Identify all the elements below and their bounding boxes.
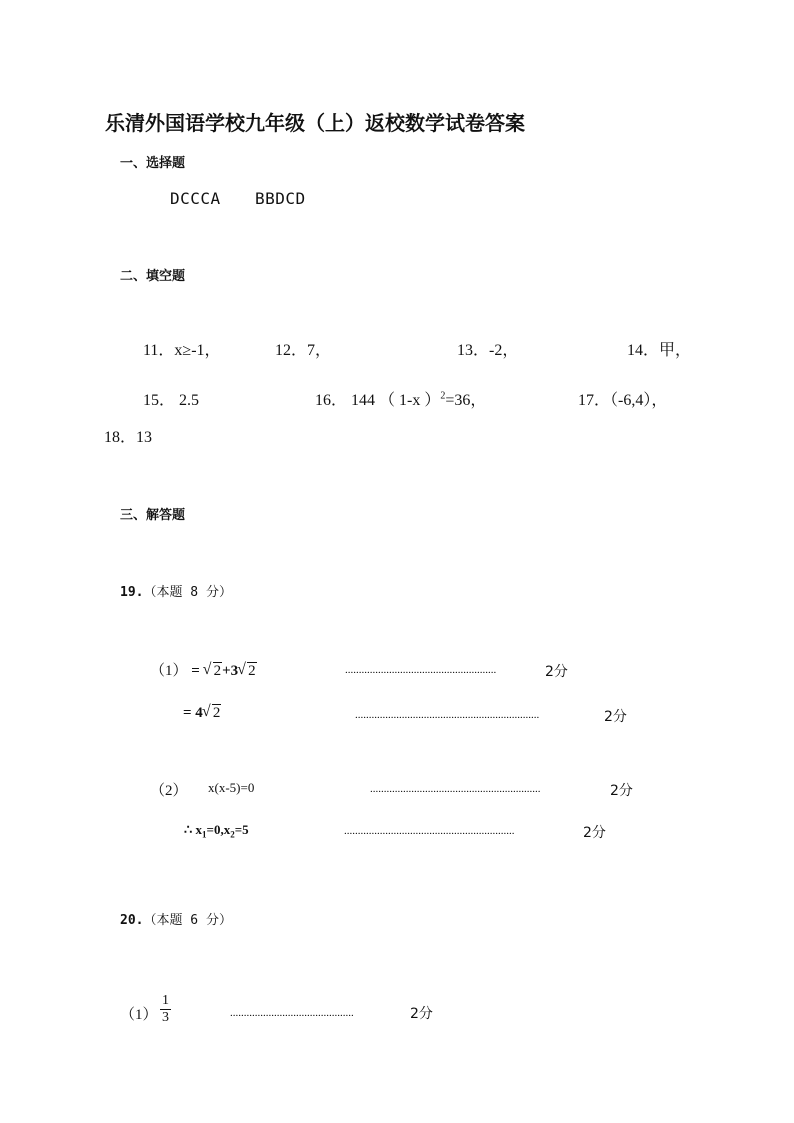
fill-answer-15: 15． 2.5	[143, 392, 200, 409]
q19-part1-line1	[150, 659, 257, 680]
q19-part2-score-1: 2分	[610, 783, 633, 799]
q19-part2-label: （2）	[150, 783, 188, 799]
q19-part1-label: （1）	[150, 663, 188, 679]
question-20-number: 20.	[120, 913, 144, 928]
q19-part2-line2: ∴ $x_1=0,x_2=5$	[184, 822, 249, 840]
section-heading-choice: 一、选择题	[120, 156, 186, 171]
question-19-points: （本题 8 分）	[143, 585, 232, 600]
sqrt-icon: √ 2	[204, 663, 223, 680]
fill-answer-17: 17．（-6,4），	[578, 392, 668, 409]
fill-answer-13: 13．-2，	[457, 342, 519, 359]
question-19-header	[120, 581, 232, 600]
question-19-number: 19.	[120, 585, 144, 600]
q19-part1-line2	[183, 705, 221, 722]
fill-answer-12: 12．7，	[275, 342, 332, 359]
sqrt-icon: √ 2	[238, 663, 257, 680]
q19-part2-dots-1: ..............................................................	[370, 783, 541, 795]
fill-answer-16	[315, 387, 486, 410]
equals-sign: =	[191, 663, 200, 679]
q20-part1-dots: .............................................	[230, 1007, 354, 1019]
q19-part2-dots-2: ..............................................................	[344, 825, 515, 837]
section-heading-solve: 三、解答题	[120, 508, 186, 523]
q19-part1-score-2: 2分	[604, 709, 627, 725]
fill-answer-16-rhs: =36，	[445, 392, 487, 409]
q19-part1-dots-2: ...................................................................	[355, 709, 540, 721]
question-20-header	[120, 909, 232, 928]
fill-answer-18: 18．13	[104, 429, 153, 446]
q19-part1-dots-1: .......................................................	[345, 664, 497, 676]
q19-part2-score-2: 2分	[583, 825, 606, 841]
q20-part1-fraction: $\frac{1}{3}$	[162, 993, 169, 1025]
choice-answers-1-5: DCCCA	[170, 189, 221, 208]
plus-term: +3	[222, 663, 239, 679]
question-20-points: （本题 6 分）	[143, 913, 232, 928]
q19-part2-line1: x(x-5)=0	[208, 780, 255, 795]
q20-part1-label: （1）	[120, 1007, 158, 1023]
fill-answer-11: 11．x≥-1，	[143, 342, 221, 359]
q19-part1-score-1: 2分	[545, 664, 568, 680]
sqrt-icon: √ 2	[203, 705, 222, 722]
fill-answer-14: 14．甲，	[627, 342, 692, 359]
equals-term: = 4	[183, 705, 203, 721]
q20-part1-score: 2分	[410, 1006, 433, 1022]
fill-answer-16-text: 16． 144 （ 1-x ）	[315, 392, 441, 409]
choice-answers-6-10: BBDCD	[255, 189, 306, 208]
page-title: 乐清外国语学校九年级（上）返校数学试卷答案	[105, 111, 525, 135]
section-heading-fill: 二、填空题	[120, 269, 186, 284]
fill-answer-16-exponent: 2	[440, 390, 446, 402]
